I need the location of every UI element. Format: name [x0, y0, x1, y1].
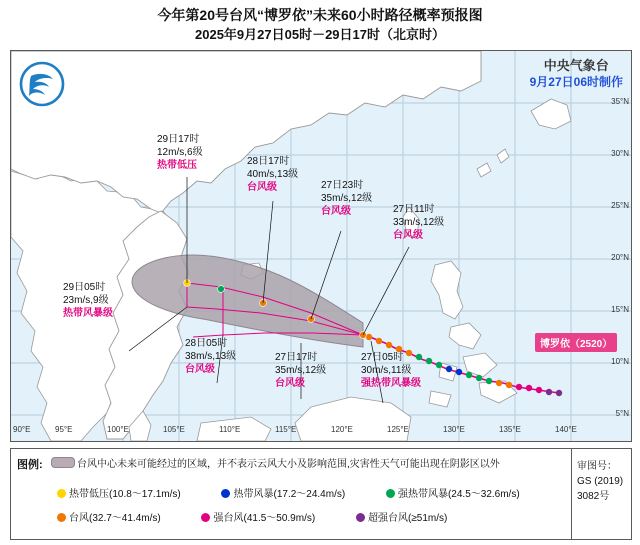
legend-swatch-tropical-storm	[221, 489, 230, 498]
legend-range-severe-tropical-storm: (24.5～32.6m/s)	[447, 489, 520, 500]
legend-item-super-typhoon	[356, 509, 447, 524]
callout-27-23: 27日23时 35m/s,12级 台风级	[321, 180, 373, 217]
legend-label-severe-tropical-storm: 强热带风暴	[397, 489, 448, 500]
axis-lon-120: 120°E	[331, 425, 353, 434]
legend-label-super-typhoon: 超强台风	[367, 513, 408, 524]
legend-item-typhoon	[57, 509, 161, 524]
typhoon-track-map[interactable]	[10, 50, 632, 442]
legend-item-severe-tropical-storm	[386, 485, 520, 500]
axis-lon-115: 115°E	[275, 425, 297, 434]
title-main: 今年第20号台风“博罗依”未来60小时路径概率预报图	[157, 7, 483, 23]
axis-lon-110: 110°E	[219, 425, 241, 434]
legend-label-tropical-depression: 热带低压	[69, 489, 109, 500]
callout-27-17: 27日17时 35m/s,12级 台风级	[275, 352, 327, 389]
axis-lon-90: 90°E	[13, 425, 31, 434]
legend-label-tropical-storm: 热带风暴	[233, 489, 274, 500]
page-title	[0, 6, 640, 44]
axis-lon-105: 105°E	[163, 425, 185, 434]
approval-block	[577, 459, 631, 504]
axis-lon-140: 140°E	[555, 425, 577, 434]
callout-27-05: 27日05时 30m/s,11级 强热带风暴级	[361, 352, 421, 389]
legend-range-tropical-depression: (10.8～17.1m/s)	[109, 489, 181, 500]
org-name: 中央气象台	[543, 58, 609, 73]
axis-lon-95: 95°E	[55, 425, 73, 434]
storm-name-label: 博罗依（2520）	[535, 333, 617, 352]
legend-item-tropical-storm	[221, 485, 345, 500]
axis-lat-25: 25°N	[611, 201, 629, 210]
legend-title: 图例:	[17, 459, 43, 471]
legend-swatch-severe-typhoon	[201, 513, 210, 522]
axis-lat-10: 10°N	[611, 357, 629, 366]
legend-label-severe-typhoon: 强台风	[213, 513, 244, 524]
legend-swatch-severe-tropical-storm	[386, 489, 395, 498]
axis-lon-135: 135°E	[499, 425, 521, 434]
legend-range-severe-typhoon: (41.5～50.9m/s)	[243, 513, 316, 524]
axis-lon-130: 130°E	[443, 425, 465, 434]
axis-lat-20: 20°N	[611, 253, 629, 262]
legend-range-typhoon: (32.7～41.4m/s)	[89, 513, 161, 524]
axis-lat-15: 15°N	[611, 305, 629, 314]
axis-lat-30: 30°N	[611, 149, 629, 158]
callout-29-17: 29日17时 12m/s,6级 热带低压	[157, 134, 203, 171]
cma-logo-icon	[19, 61, 65, 107]
legend-range-super-typhoon: (≥51m/s)	[407, 513, 448, 524]
approval-label: 审图号：	[577, 461, 617, 472]
axis-lon-100: 100°E	[107, 425, 129, 434]
callout-28-05: 28日05时 38m/s,13级 台风级	[185, 338, 237, 375]
org-issue-time: 9月27日06时制作	[529, 75, 623, 89]
callout-28-17: 28日17时 40m/s,13级 台风级	[247, 156, 299, 193]
callout-27-11: 27日11时 33m/s,12级 台风级	[393, 204, 445, 241]
legend-range-tropical-storm: (17.2～24.4m/s)	[273, 489, 346, 500]
map-legend	[10, 448, 632, 540]
legend-item-severe-typhoon	[201, 509, 315, 524]
callout-29-05: 29日05时 23m/s,9级 热带风暴级	[63, 282, 113, 319]
axis-lon-125: 125°E	[387, 425, 409, 434]
legend-swatch-tropical-depression	[57, 489, 66, 498]
cone-swatch	[51, 457, 79, 470]
legend-note: 台风中心未来可能经过的区域，并不表示云风大小及影响范围,灾害性天气可能出现在阴影区以外	[77, 459, 500, 470]
legend-label-typhoon: 台风	[69, 513, 89, 524]
legend-divider	[571, 449, 572, 539]
issuing-organization	[530, 57, 623, 91]
axis-lat-5: 5°N	[615, 409, 629, 418]
legend-swatch-typhoon	[57, 513, 66, 522]
approval-value: GS (2019) 3082号	[577, 476, 624, 502]
title-sub: 2025年9月27日05时－29日17时（北京时）	[195, 27, 445, 42]
legend-item-tropical-depression	[57, 485, 181, 500]
axis-lat-35: 35°N	[611, 97, 629, 106]
legend-swatch-super-typhoon	[356, 513, 365, 522]
